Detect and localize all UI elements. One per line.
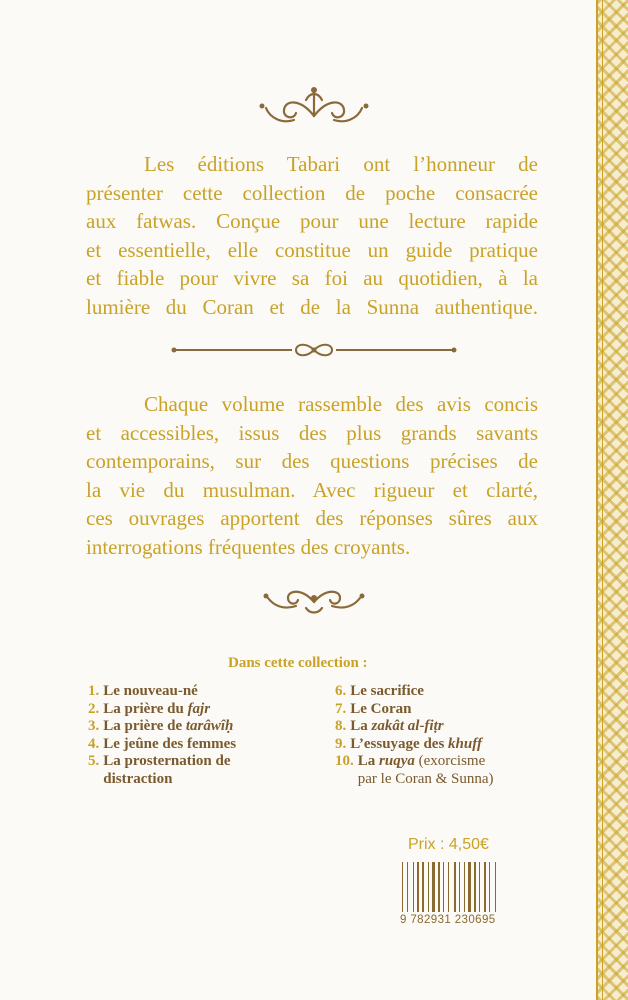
list-item [88, 718, 318, 736]
barcode-bar [479, 862, 480, 912]
item-title: Le sacrifice [350, 683, 424, 699]
item-number: 10. [335, 753, 354, 769]
barcode-bar [495, 862, 496, 912]
description-line: la vie du musulman. Avec rigueur et clarté, [86, 477, 538, 502]
intro-line: lumière du Coran et de la Sunna authentique. [86, 294, 538, 319]
barcode-bar [474, 862, 476, 912]
item-number: 9. [335, 735, 347, 752]
item-number: 8. [335, 718, 347, 734]
intro-line: présenter cette collection de poche consacrée [86, 180, 538, 205]
collection-title: Dans cette collection : [228, 655, 368, 671]
barcode-bar [489, 862, 490, 912]
item-title: L’essuyage des khuff [350, 735, 482, 752]
barcode-bar [407, 862, 408, 912]
item-title: Le jeûne des femmes [103, 735, 237, 752]
barcode-bar [459, 862, 460, 912]
barcode-bar [438, 862, 440, 912]
barcode-bar [417, 862, 419, 912]
description-line: contemporains, sur des questions précises de [86, 449, 538, 473]
barcode-bar [422, 862, 424, 912]
item-number: 4. [88, 735, 100, 752]
description-line: interrogations fréquentes des croyants. [86, 534, 411, 559]
decorative-border [596, 0, 628, 1000]
list-item [88, 683, 318, 701]
price-label: Prix : 4,50€ [408, 836, 489, 853]
list-item [335, 683, 555, 701]
intro-line: Les éditions Tabari ont l’honneur de [144, 152, 538, 176]
lower-ornament [0, 578, 628, 618]
intro-line: et fiable pour vivre sa foi au quotidien, à la [86, 266, 538, 290]
list-item [88, 736, 318, 754]
intro-line: aux fatwas. Conçue pour une lecture rapide [86, 209, 538, 233]
list-item [88, 701, 318, 719]
list-item [335, 701, 555, 719]
item-title: La ruqya (exorcisme par le Coran & Sunna) [357, 753, 494, 787]
top-ornament [0, 78, 628, 138]
item-number: 3. [88, 718, 100, 734]
item-number: 5. [88, 753, 100, 769]
barcode-bar [432, 862, 435, 912]
list-item [335, 736, 555, 754]
barcode-bar [413, 862, 414, 912]
description-line: et accessibles, issus des plus grands savants [86, 420, 538, 445]
intro-paragraph [86, 150, 538, 321]
barcode-bar [484, 862, 486, 912]
item-title: La prière de tarâwîḥ [103, 718, 234, 734]
list-item [335, 753, 555, 788]
collection-list-right [335, 683, 555, 788]
description-line: Chaque volume rassemble des avis concis [144, 392, 538, 416]
barcode-bar [443, 862, 444, 912]
barcode-bar [468, 862, 471, 912]
collection-list-left [88, 683, 318, 788]
item-title: La zakât al-fiṭr [350, 718, 444, 734]
collection-description [86, 390, 538, 561]
barcode-bar [402, 862, 403, 912]
barcode-bar [464, 862, 465, 912]
intro-line: et essentielle, elle constitue un guide pratique [86, 237, 538, 262]
list-item [88, 753, 318, 788]
item-number: 7. [335, 700, 347, 717]
item-title: Le Coran [350, 700, 412, 717]
item-title: La prosternation de distraction [103, 753, 231, 787]
item-number: 1. [88, 683, 100, 699]
item-number: 6. [335, 683, 347, 699]
barcode-bars [400, 862, 512, 914]
item-number: 2. [88, 700, 100, 717]
item-title: Le nouveau-né [103, 683, 198, 699]
barcode-digits: 9 782931 230695 [400, 914, 496, 926]
item-title: La prière du fajr [103, 700, 211, 717]
divider-ornament [0, 340, 628, 360]
barcode-bar [448, 862, 449, 912]
barcode-bar [454, 862, 456, 912]
barcode-bar [428, 862, 429, 912]
list-item [335, 718, 555, 736]
description-line: ces ouvrages apportent des réponses sûres aux [86, 506, 538, 530]
